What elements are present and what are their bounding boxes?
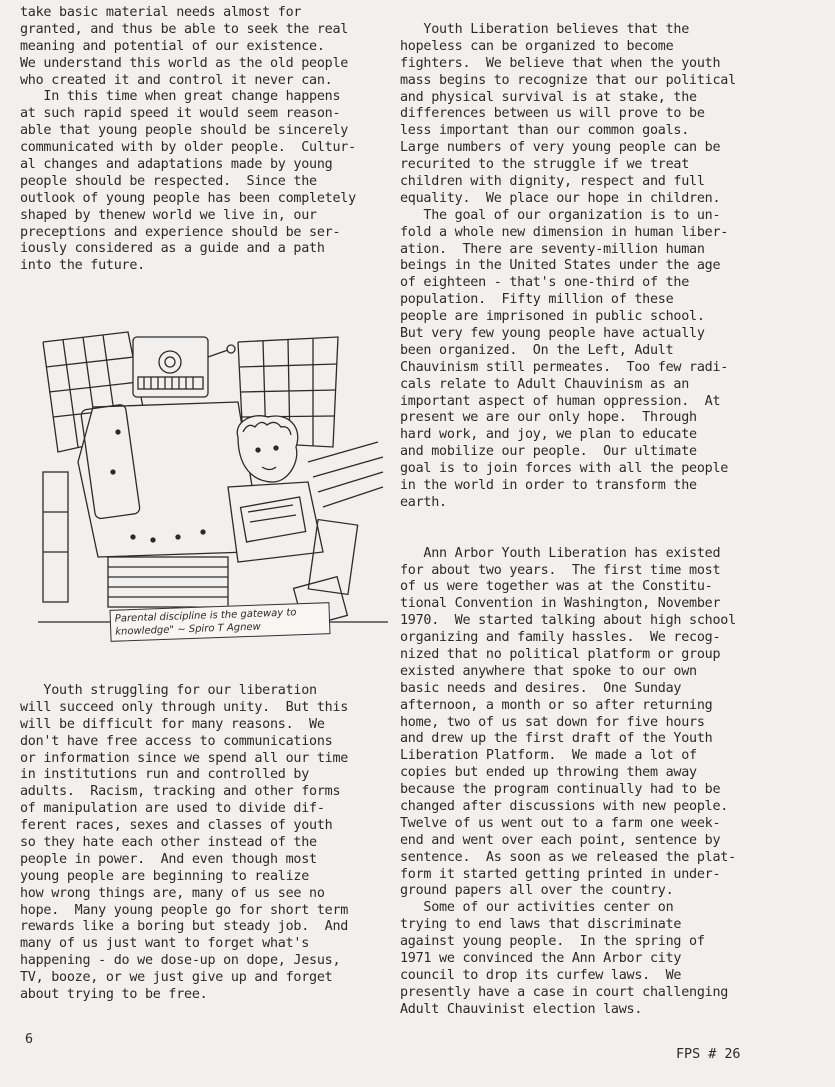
text-line: nized that no political platform or group (400, 646, 721, 662)
text-line: adults. Racism, tracking and other forms (20, 784, 341, 800)
left-column-top-text (20, 5, 356, 275)
text-line: will be difficult for many reasons. We (20, 716, 325, 732)
text-line: preceptions and experience should be ser- (20, 224, 341, 240)
text-line: earth. (400, 494, 447, 510)
text-line: about trying to be free. (20, 987, 208, 1003)
text-line: Large numbers of very young people can be (400, 140, 721, 156)
text-line: trying to end laws that discriminate (400, 917, 682, 933)
text-line: of manipulation are used to divide dif- (20, 801, 325, 817)
text-line: how wrong things are, many of us see no (20, 885, 325, 901)
text-line: and physical survival is at stake, the (400, 89, 697, 105)
text-line: rewards like a boring but steady job. And (20, 919, 349, 935)
text-line: or information since we spend all our time (20, 750, 349, 766)
text-line: and drew up the first draft of the Youth (400, 731, 713, 747)
text-line: goal is to join forces with all the people (400, 461, 729, 477)
text-line: basic needs and desires. One Sunday (400, 680, 682, 696)
text-line: so they hate each other instead of the (20, 835, 317, 851)
text-line (400, 512, 736, 529)
text-line: people should be respected. Since the (20, 173, 317, 189)
text-line: cals relate to Adult Chauvinism as an (400, 376, 690, 392)
right-column-text (400, 22, 736, 1019)
text-line: against young people. In the spring of (400, 934, 705, 950)
text-line: Chauvinism still permeates. Too few radi- (400, 359, 729, 375)
text-line: Ann Arbor Youth Liberation has existed (400, 545, 721, 561)
text-line: tional Convention in Washington, November (400, 596, 721, 612)
text-line: less important than our common goals. (400, 123, 690, 139)
text-line: present we are our only hope. Through (400, 410, 697, 426)
text-line: The goal of our organization is to un- (400, 207, 721, 223)
text-line (400, 529, 736, 546)
text-line: young people are beginning to realize (20, 868, 310, 884)
text-line: children with dignity, respect and full (400, 174, 705, 190)
text-line: hopeless can be organized to become (400, 38, 674, 54)
text-line: equality. We place our hope in children. (400, 190, 721, 206)
text-line: presently have a case in court challenging (400, 984, 729, 1000)
text-line: In this time when great change happens (20, 89, 341, 105)
text-line: happening - do we dose-up on dope, Jesus, (20, 953, 341, 969)
text-line: form it started getting printed in under- (400, 866, 721, 882)
page-number: 6 (25, 1032, 34, 1047)
text-line: communicated with by older people. Cultur- (20, 140, 356, 156)
text-line: recurited to the struggle if we treat (400, 157, 690, 173)
text-line: important aspect of human oppression. At (400, 393, 721, 409)
text-line: Liberation Platform. We made a lot of (400, 748, 697, 764)
text-line: and mobilize our people. Our ultimate (400, 444, 697, 460)
text-line: because the program continually had to be (400, 782, 721, 798)
text-line: iously considered as a guide and a path (20, 241, 325, 257)
text-line: afternoon, a month or so after returning (400, 697, 713, 713)
text-line: Twelve of us went out to a farm one week- (400, 815, 721, 831)
text-line: will succeed only through unity. But this (20, 699, 349, 715)
cartoon-illustration (38, 322, 388, 652)
text-line: al changes and adaptations made by young (20, 157, 333, 173)
text-line: existed anywhere that spoke to our own (400, 663, 697, 679)
left-column-bottom-text (20, 683, 348, 1004)
text-line: many of us just want to forget what's (20, 936, 310, 952)
text-line: meaning and potential of our existence. (20, 38, 325, 54)
footer-code: FPS # 26 (676, 1047, 741, 1062)
text-line: Youth Liberation believes that the (400, 22, 690, 37)
text-line: for about two years. The first time most (400, 562, 721, 578)
text-line: home, two of us sat down for five hours (400, 714, 705, 730)
text-line: ation. There are seventy-million human (400, 241, 705, 257)
text-line: able that young people should be sincerely (20, 123, 349, 139)
text-line: outlook of young people has been completely (20, 190, 356, 206)
text-line: of eighteen - that's one-third of the (400, 275, 690, 291)
text-line: in institutions run and controlled by (20, 767, 310, 783)
text-line: TV, booze, or we just give up and forget (20, 970, 333, 986)
text-line: population. Fifty million of these (400, 292, 674, 308)
text-line: of us were together was at the Constitu- (400, 579, 713, 595)
text-line: copies but ended up throwing them away (400, 765, 697, 781)
text-line: ferent races, sexes and classes of youth (20, 818, 333, 834)
text-line: mass begins to recognize that our political (400, 72, 736, 88)
text-line: beings in the United States under the age (400, 258, 721, 274)
text-line: granted, and thus be able to seek the real (20, 21, 349, 37)
text-line: We understand this world as the old people (20, 55, 349, 71)
text-line: fighters. We believe that when the youth (400, 55, 721, 71)
text-line: fold a whole new dimension in human liber- (400, 224, 729, 240)
text-line: hard work, and joy, we plan to educate (400, 427, 697, 443)
text-line: people in power. And even though most (20, 851, 317, 867)
text-line: 1970. We started talking about high school (400, 613, 736, 629)
text-line: into the future. (20, 258, 145, 274)
text-line: don't have free access to communications (20, 733, 333, 749)
text-line: council to drop its curfew laws. We (400, 967, 682, 983)
text-line: who created it and control it never can. (20, 72, 333, 88)
text-line: differences between us will prove to be (400, 106, 705, 122)
text-line: shaped by thenew world we live in, our (20, 207, 317, 223)
text-line: Youth struggling for our liberation (20, 683, 317, 698)
text-line: been organized. On the Left, Adult (400, 342, 674, 358)
text-line: at such rapid speed it would seem reason- (20, 106, 341, 122)
cartoon-caption: Parental discipline is the gateway to knowledge" ~ Spiro T Agnew (110, 602, 331, 642)
text-line: in the world in order to transform the (400, 478, 697, 494)
text-line: Adult Chauvinist election laws. (400, 1001, 643, 1017)
text-line: ground papers all over the country. (400, 883, 674, 899)
text-line: Some of our activities center on (400, 900, 674, 916)
text-line: take basic material needs almost for (20, 5, 302, 20)
text-line: people are imprisoned in public school. (400, 309, 705, 325)
text-line: sentence. As soon as we released the plat- (400, 849, 736, 865)
text-line: end and went over each point, sentence by (400, 832, 721, 848)
text-line: changed after discussions with new people. (400, 798, 729, 814)
text-line: 1971 we convinced the Ann Arbor city (400, 950, 682, 966)
text-line: But very few young people have actually (400, 326, 705, 342)
text-line: organizing and family hassles. We recog- (400, 630, 721, 646)
text-line: hope. Many young people go for short term (20, 902, 349, 918)
